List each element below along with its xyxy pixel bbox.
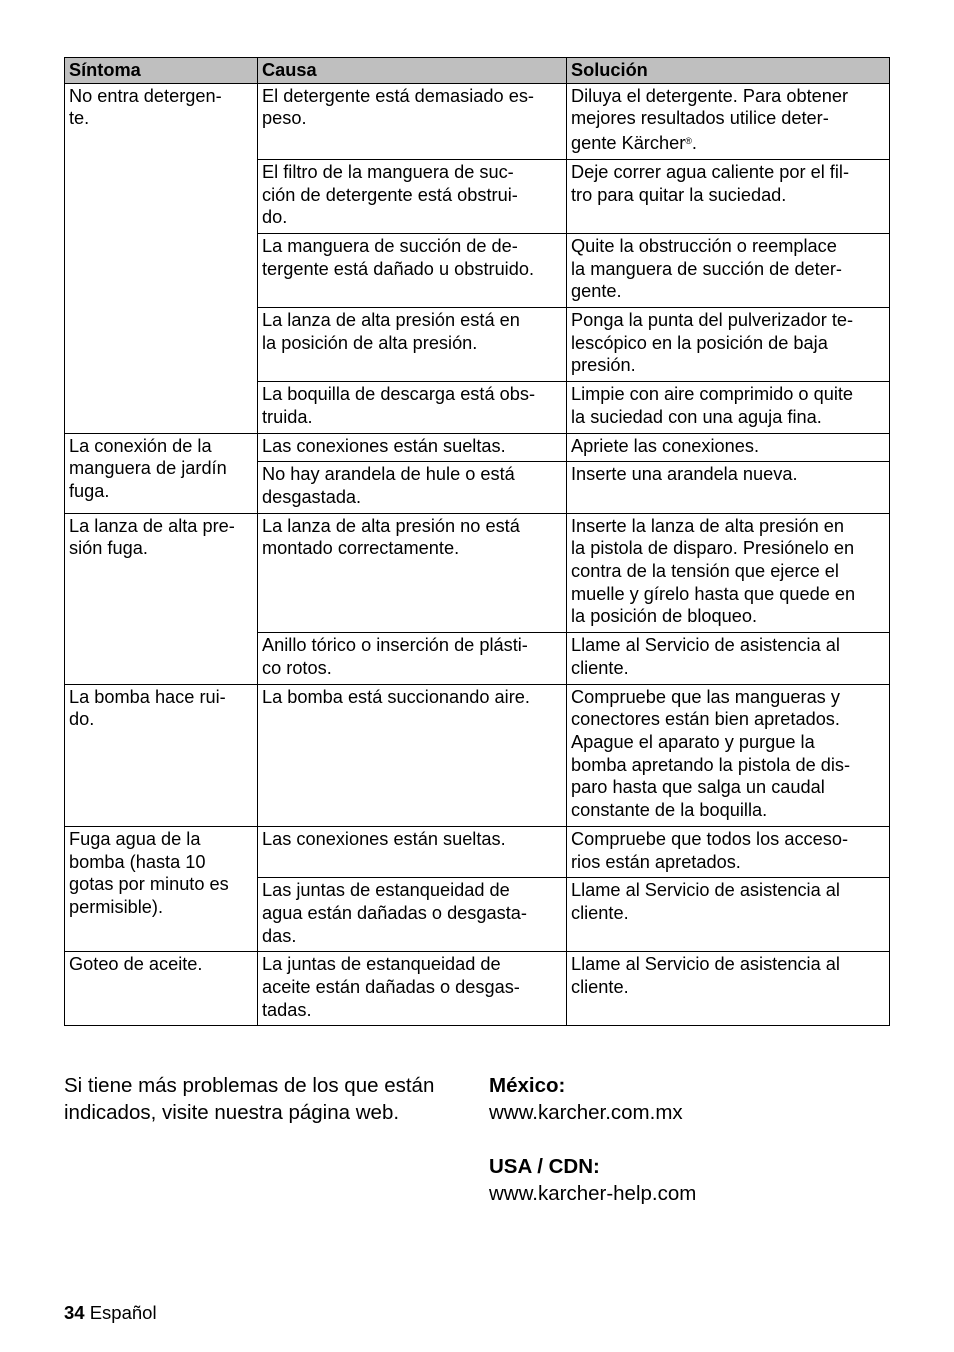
contact-usa-cdn [489,1153,889,1207]
cause-cell: El detergente está demasiado es- peso. [258,83,567,159]
cause-cell: No hay arandela de hule o está desgastada. [258,462,567,513]
contact-label: USA / CDN: [489,1155,600,1178]
symptom-cell: La lanza de alta pre- sión fuga. [65,513,258,684]
table-row [65,684,890,826]
cause-cell: Las conexiones están sueltas. [258,433,567,462]
cause-cell: Anillo tórico o inserción de plásti- co rotos. [258,633,567,684]
solution-cell: Llame al Servicio de asistencia al cliente. [567,633,890,684]
table-row [65,83,890,159]
solution-text: Diluya el detergente. Para obtener mejores resultados utilice deter- gente Kärcher [571,85,849,154]
page-number: 34 [64,1302,85,1323]
solution-cell: Limpie con aire comprimido o quite la suciedad con una aguja fina. [567,382,890,433]
table-header-row [65,58,890,84]
contact-mexico [489,1072,889,1126]
cause-cell: Las conexiones están sueltas. [258,826,567,877]
contact-url: www.karcher.com.mx [489,1101,683,1124]
cause-cell: La lanza de alta presión no está montado correctamente. [258,513,567,633]
solution-cell: Llame al Servicio de asistencia al cliente. [567,878,890,952]
solution-cell: Llame al Servicio de asistencia al cliente. [567,952,890,1026]
symptom-cell: No entra detergen- te. [65,83,258,433]
contact-list [489,1072,889,1234]
cause-cell: La lanza de alta presión está en la posición de alta presión. [258,308,567,382]
solution-cell: Compruebe que las mangueras y conectores están bien apretados. Apague el aparato y purgue la bomba apretando la pistola de dis- paro hasta que salga un caudal constante de la boquilla. [567,684,890,826]
troubleshooting-table [64,57,890,1026]
solution-cell: Inserte la lanza de alta presión en la pistola de disparo. Presiónelo en contra de la tensión que ejerce el muelle y gírelo hasta que quede en la posición de bloqueo. [567,513,890,633]
symptom-cell: Goteo de aceite. [65,952,258,1026]
contact-label: México: [489,1074,566,1097]
more-help-text: Si tiene más problemas de los que están indicados, visite nuestra página web. [64,1074,435,1124]
solution-cell: Inserte una arandela nueva. [567,462,890,513]
solution-cell: Deje correr agua caliente por el fil- tro para quitar la suciedad. [567,159,890,233]
footer-language: Español [89,1302,157,1323]
header-solution: Solución [567,58,890,84]
table-row [65,433,890,462]
table-row [65,513,890,633]
solution-tail: . [691,133,697,154]
symptom-cell: Fuga agua de la bomba (hasta 10 gotas por minuto es permisible). [65,826,258,952]
registered-mark: ® [685,136,692,147]
solution-cell [567,83,890,159]
cause-cell: La boquilla de descarga está obs- truida. [258,382,567,433]
symptom-cell: La conexión de la manguera de jardín fuga. [65,433,258,513]
cause-cell: El filtro de la manguera de suc- ción de detergente está obstrui- do. [258,159,567,233]
table-row [65,826,890,877]
solution-cell: Compruebe que todos los acceso- rios están apretados. [567,826,890,877]
table-row [65,952,890,1026]
header-cause: Causa [258,58,567,84]
cause-cell: Las juntas de estanqueidad de agua están dañadas o desgasta- das. [258,878,567,952]
solution-cell: Apriete las conexiones. [567,433,890,462]
page-footer [64,1301,157,1325]
contact-url: www.karcher-help.com [489,1182,697,1205]
solution-cell: Ponga la punta del pulverizador te- lescópico en la posición de baja presión. [567,308,890,382]
cause-cell: La manguera de succión de de- tergente está dañado u obstruido. [258,233,567,307]
symptom-cell: La bomba hace rui- do. [65,684,258,826]
header-symptom: Síntoma [65,58,258,84]
cause-cell: La juntas de estanqueidad de aceite están dañadas o desgas- tadas. [258,952,567,1026]
solution-cell: Quite la obstrucción o reemplace la manguera de succión de deter- gente. [567,233,890,307]
cause-cell: La bomba está succionando aire. [258,684,567,826]
